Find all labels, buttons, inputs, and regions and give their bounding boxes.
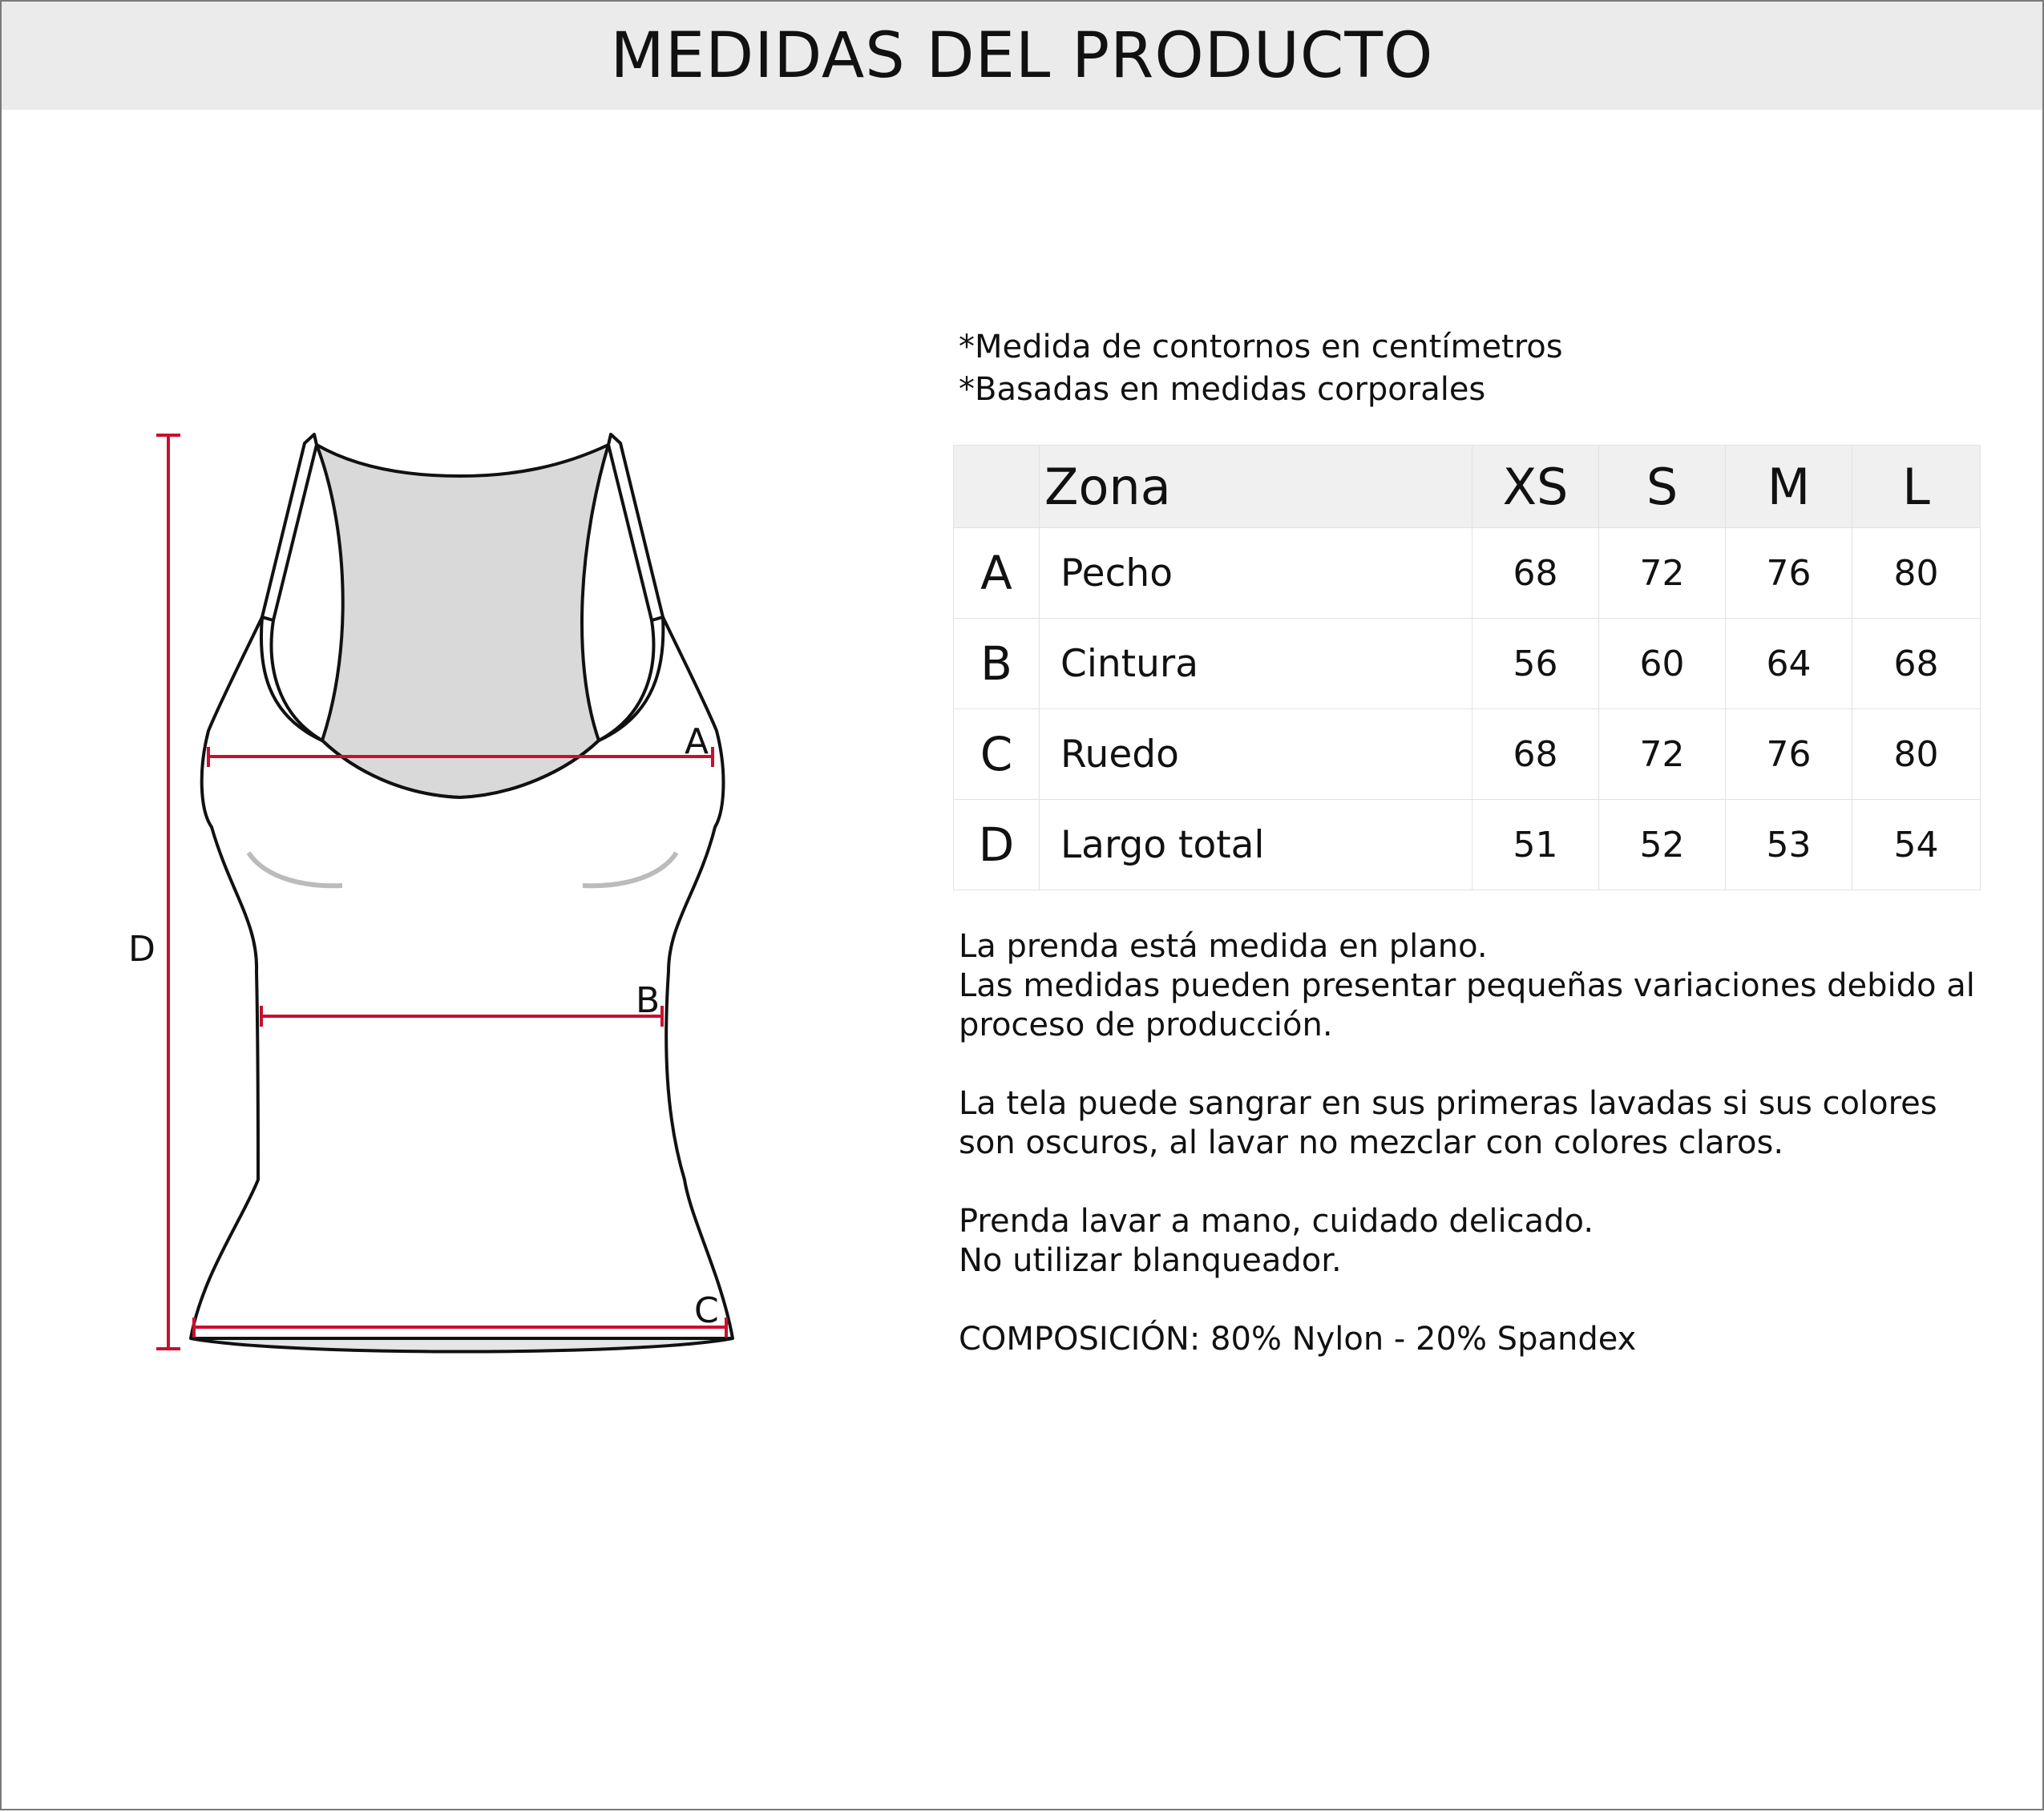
label-b: B — [636, 980, 660, 1021]
row-letter: D — [954, 800, 1040, 890]
info-line: son oscuros, al lavar no mezclar con colores claros. — [959, 1124, 1784, 1161]
value-xs: 68 — [1472, 528, 1599, 619]
value-l: 54 — [1852, 800, 1981, 890]
value-l: 80 — [1852, 528, 1981, 619]
row-zone: Cintura — [1040, 619, 1472, 709]
info-line: La tela puede sangrar en sus primeras lavadas si sus colores — [959, 1085, 1937, 1122]
info-line: Prenda lavar a mano, cuidado delicado. — [959, 1203, 1594, 1240]
header-size-m: M — [1726, 446, 1852, 528]
table-row — [954, 800, 1981, 890]
value-xs: 56 — [1472, 619, 1599, 709]
value-s: 72 — [1599, 528, 1726, 619]
hem-underside — [191, 1338, 733, 1352]
value-xs: 51 — [1472, 800, 1599, 890]
note-contours: *Medida de contornos en centímetros — [959, 329, 1563, 365]
info-line: La prenda está medida en plano. — [959, 928, 1488, 965]
bleed-warning-paragraph — [959, 1084, 1975, 1163]
care-paragraph — [959, 1202, 1975, 1281]
value-m: 53 — [1726, 800, 1852, 890]
right-strap — [608, 434, 663, 620]
composition-paragraph — [959, 1320, 1975, 1359]
info-line: proceso de producción. — [959, 1007, 1333, 1043]
value-m: 64 — [1726, 619, 1852, 709]
value-m: 76 — [1726, 709, 1852, 800]
row-zone: Pecho — [1040, 528, 1472, 619]
page-title: MEDIDAS DEL PRODUCTO — [610, 19, 1434, 92]
table-row — [954, 528, 1981, 619]
size-table — [953, 445, 1981, 890]
left-strap — [262, 434, 317, 620]
info-line: Las medidas pueden presentar pequeñas variaciones debido al — [959, 967, 1975, 1004]
table-header-row — [954, 446, 1981, 528]
label-a: A — [685, 721, 709, 762]
note-body-based: *Basadas en medidas corporales — [959, 371, 1486, 408]
row-letter: A — [954, 528, 1040, 619]
row-zone: Largo total — [1040, 800, 1472, 890]
label-d: D — [128, 929, 156, 970]
composition-text: COMPOSICIÓN: 80% Nylon - 20% Spandex — [959, 1321, 1637, 1358]
measurement-notes — [959, 326, 1563, 411]
row-letter: B — [954, 619, 1040, 709]
row-zone: Ruedo — [1040, 709, 1472, 800]
header-letter-cell — [954, 446, 1040, 528]
back-panel — [317, 445, 608, 797]
value-s: 72 — [1599, 709, 1726, 800]
header-size-l: L — [1852, 446, 1981, 528]
value-xs: 68 — [1472, 709, 1599, 800]
value-m: 76 — [1726, 528, 1852, 619]
header-size-xs: XS — [1472, 446, 1599, 528]
table-row — [954, 709, 1981, 800]
product-info — [959, 927, 1975, 1359]
value-s: 52 — [1599, 800, 1726, 890]
row-letter: C — [954, 709, 1040, 800]
header-size-s: S — [1599, 446, 1726, 528]
garment-diagram — [2, 2, 923, 1812]
info-line: No utilizar blanqueador. — [959, 1242, 1342, 1279]
value-l: 68 — [1852, 619, 1981, 709]
header-zona: Zona — [1040, 446, 1472, 528]
value-s: 60 — [1599, 619, 1726, 709]
value-l: 80 — [1852, 709, 1981, 800]
flat-measure-paragraph — [959, 927, 1975, 1045]
measure-line-d — [156, 435, 180, 1349]
table-row — [954, 619, 1981, 709]
label-c: C — [694, 1290, 719, 1331]
